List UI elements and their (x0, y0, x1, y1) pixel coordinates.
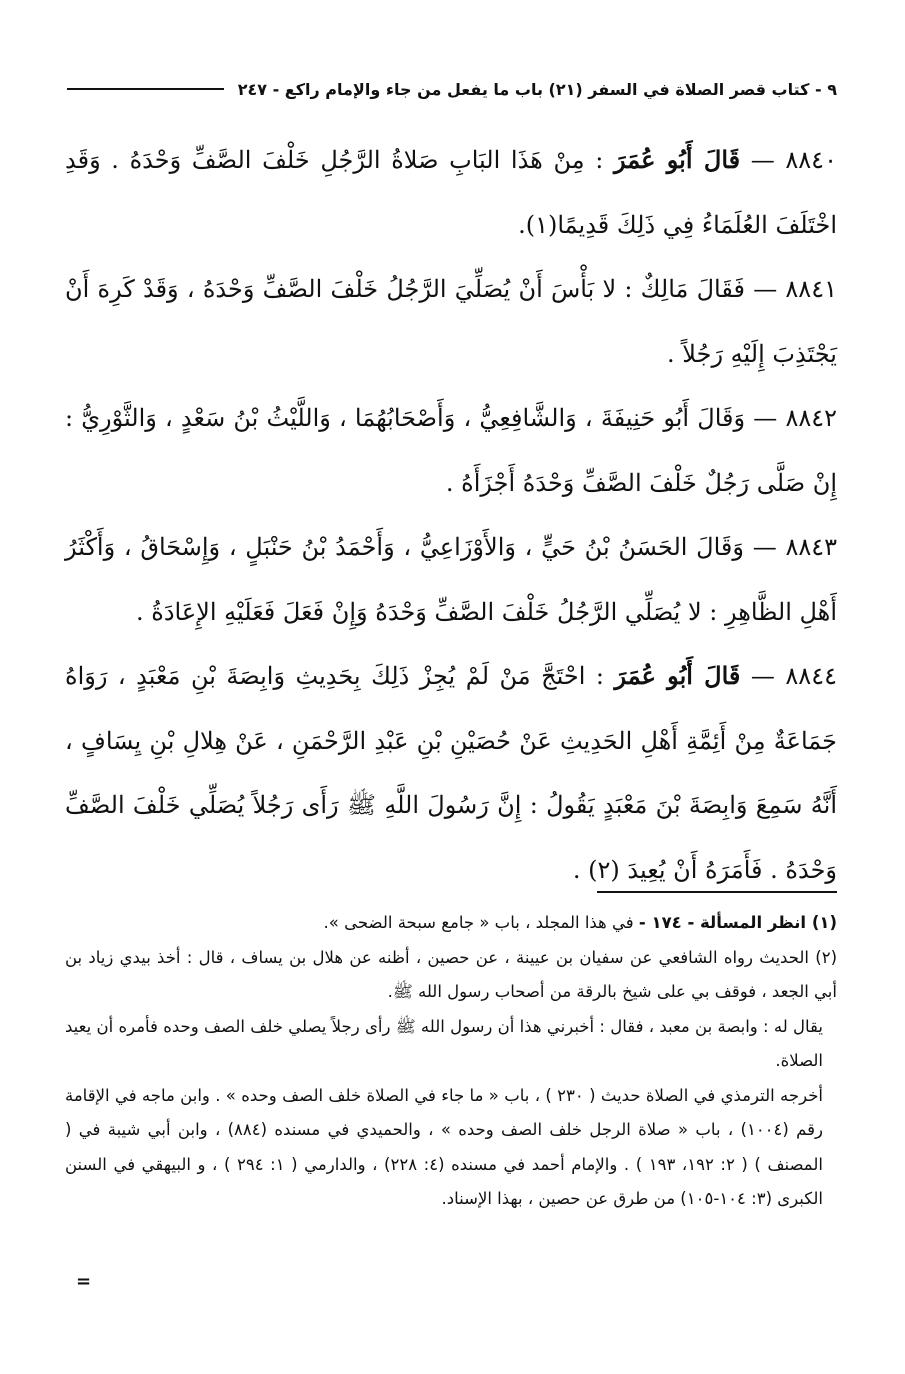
footnote-lead: (١) انظر المسألة - ١٧٤ - (638, 913, 837, 932)
main-text (65, 128, 837, 902)
paragraph-text: فَقَالَ مَالِكٌ : لا بَأْسَ أَنْ يُصَلِّيَ الرَّجُلُ خَلْفَ الصَّفِّ وَحْدَهُ ، وَقَدْ كَرِهَ أَنْ يَجْتَذِبَ إِلَيْهِ رَجُلاً . (65, 275, 837, 368)
paragraph-8842: ٨٨٤٢ — وَقَالَ أَبُو حَنِيفَةَ ، وَالشَّافِعِيُّ ، وَأَصْحَابُهُمَا ، وَاللَّيْثُ بْنُ سَعْدٍ ، وَالثَّوْرِيُّ : إِنْ صَلَّى رَجُلٌ خَلْفَ الصَّفِّ وَحْدَهُ أَجْزَأَهُ . (65, 404, 838, 497)
header-rule (67, 88, 224, 90)
paragraph-speaker: قَالَ أَبُو عُمَرَ (613, 145, 741, 174)
paragraph-number: ٨٨٤٢ (785, 404, 838, 432)
paragraph-text: وَقَالَ أَبُو حَنِيفَةَ ، وَالشَّافِعِيُّ ، وَأَصْحَابُهُمَا ، وَاللَّيْثُ بْنُ سَعْدٍ ، وَالثَّوْرِيُّ : إِنْ صَلَّى رَجُلٌ خَلْفَ الصَّفِّ وَحْدَهُ أَجْزَأَهُ . (65, 404, 837, 497)
footnote-separator (597, 891, 837, 893)
footnote-1 (65, 906, 837, 941)
paragraph-number: ٨٨٤١ (785, 275, 837, 303)
paragraph-number: ٨٨٤٣ (785, 533, 837, 561)
paragraph-speaker: قَالَ أَبُو عُمَرَ (614, 661, 741, 690)
paragraph-number: ٨٨٤٠ (785, 146, 837, 174)
paragraph-8840: ٨٨٤٠ — قَالَ أَبُو عُمَرَ : مِنْ هَذَا البَابِ صَلاةُ الرَّجُلِ خَلْفَ الصَّفِّ وَحْدَهُ . وَقَدِ اخْتَلَفَ العُلَمَاءُ فِي ذَلِكَ قَدِيمًا(١). (65, 145, 837, 239)
paragraph-number: ٨٨٤٤ (785, 662, 837, 690)
paragraph-8843: ٨٨٤٣ — وَقَالَ الحَسَنُ بْنُ حَيٍّ ، وَالأَوْزَاعِيُّ ، وَأَحْمَدُ بْنُ حَنْبَلٍ ، وَإِسْحَاقُ ، وَأَكْثَرُ أَهْلِ الظَّاهِرِ : لا يُصَلِّي الرَّجُلُ خَلْفَ الصَّفِّ وَحْدَهُ وَإِنْ فَعَلَ فَعَلَيْهِ الإِعَادَةُ . (65, 533, 837, 626)
footnotes (65, 906, 837, 1217)
footnote-text: في هذا المجلد ، باب « جامع سبحة الضحى ». (323, 913, 634, 932)
paragraph-text: : مِنْ هَذَا البَابِ صَلاةُ الرَّجُلِ خَلْفَ الصَّفِّ وَحْدَهُ . وَقَدِ اخْتَلَفَ العُلَمَاءُ فِي ذَلِكَ قَدِيمًا(١). (65, 146, 837, 239)
paragraph-8841: ٨٨٤١ — فَقَالَ مَالِكٌ : لا بَأْسَ أَنْ يُصَلِّيَ الرَّجُلُ خَلْفَ الصَّفِّ وَحْدَهُ ، وَقَدْ كَرِهَ أَنْ يَجْتَذِبَ إِلَيْهِ رَجُلاً . (65, 275, 837, 368)
footnote-text: يقال له : وابصة بن معبد ، فقال : أخبرني هذا أن رسول الله ﷺ رأى رجلاً يصلي خلف الصف وحده فأمره أن يعيد الصلاة. (65, 1016, 823, 1070)
paragraph-text: : احْتَجَّ مَنْ لَمْ يُجِزْ ذَلِكَ بِحَدِيثِ وَابِصَةَ بْنِ مَعْبَدٍ ، رَوَاهُ جَمَاعَةٌ مِنْ أَئِمَّةِ أَهْلِ الحَدِيثِ عَنْ حُصَيْنِ بْنِ عَبْدِ الرَّحْمَنِ ، عَنْ هِلالِ بْنِ يِسَافٍ ، أَنَّهُ سَمِعَ وَابِصَةَ بْنَ مَعْبَدٍ يَقُولُ : إِنَّ رَسُولَ اللَّهِ ﷺ رَأَى رَجُلاً يُصَلِّي خَلْفَ الصَّفِّ وَحْدَهُ . فَأَمَرَهُ أَنْ يُعِيدَ (٢) . (65, 662, 837, 884)
footnote-text: (٢) الحديث رواه الشافعي عن سفيان بن عيينة ، عن حصين ، أظنه عن هلال بن يساف ، قال : أخذ بيدي زياد بن أبي الجعد ، فوقف بي على شيخ بالرقة من أصحاب رسول الله ﷺ. (65, 947, 837, 1001)
footnote-2 (65, 941, 837, 1010)
running-header-text: ٩ - كتاب قصر الصلاة في السفر (٢١) باب ما يفعل من جاء والإمام راكع - ٢٤٧ (237, 79, 837, 99)
page-header (67, 72, 837, 106)
continuation-mark: = (76, 1271, 92, 1292)
footnote-2-continued (65, 1010, 837, 1079)
paragraph-text: وَقَالَ الحَسَنُ بْنُ حَيٍّ ، وَالأَوْزَاعِيُّ ، وَأَحْمَدُ بْنُ حَنْبَلٍ ، وَإِسْحَاقُ ، وَأَكْثَرُ أَهْلِ الظَّاهِرِ : لا يُصَلِّي الرَّجُلُ خَلْفَ الصَّفِّ وَحْدَهُ وَإِنْ فَعَلَ فَعَلَيْهِ الإِعَادَةُ . (65, 533, 837, 626)
footnote-text: أخرجه الترمذي في الصلاة حديث ( ٢٣٠ ) ، باب « ما جاء في الصلاة خلف الصف وحده » . وابن ماجه في الإقامة رقم (١٠٠٤) ، باب « صلاة الرجل خلف الصف وحده » ، والحميدي في مسنده (٨٨٤) ، وابن أبي شيبة في ( المصنف ) ( ٢: ١٩٢، ١٩٣ ) . والإمام أحمد في مسنده (٤: ٢٢٨) ، والدارمي ( ١: ٢٩٤ ) ، و البيهقي في السنن الكبرى (٣: ١٠٤-١٠٥) من طرق عن حصين ، بهذا الإسناد. (65, 1085, 824, 1208)
footnote-2-sources (65, 1079, 837, 1217)
paragraph-8844: ٨٨٤٤ — قَالَ أَبُو عُمَرَ : احْتَجَّ مَنْ لَمْ يُجِزْ ذَلِكَ بِحَدِيثِ وَابِصَةَ بْنِ مَعْبَدٍ ، رَوَاهُ جَمَاعَةٌ مِنْ أَئِمَّةِ أَهْلِ الحَدِيثِ عَنْ حُصَيْنِ بْنِ عَبْدِ الرَّحْمَنِ ، عَنْ هِلالِ بْنِ يِسَافٍ ، أَنَّهُ سَمِعَ وَابِصَةَ بْنَ مَعْبَدٍ يَقُولُ : إِنَّ رَسُولَ اللَّهِ ﷺ رَأَى رَجُلاً يُصَلِّي خَلْفَ الصَّفِّ وَحْدَهُ . فَأَمَرَهُ أَنْ يُعِيدَ (٢) . (65, 661, 837, 884)
